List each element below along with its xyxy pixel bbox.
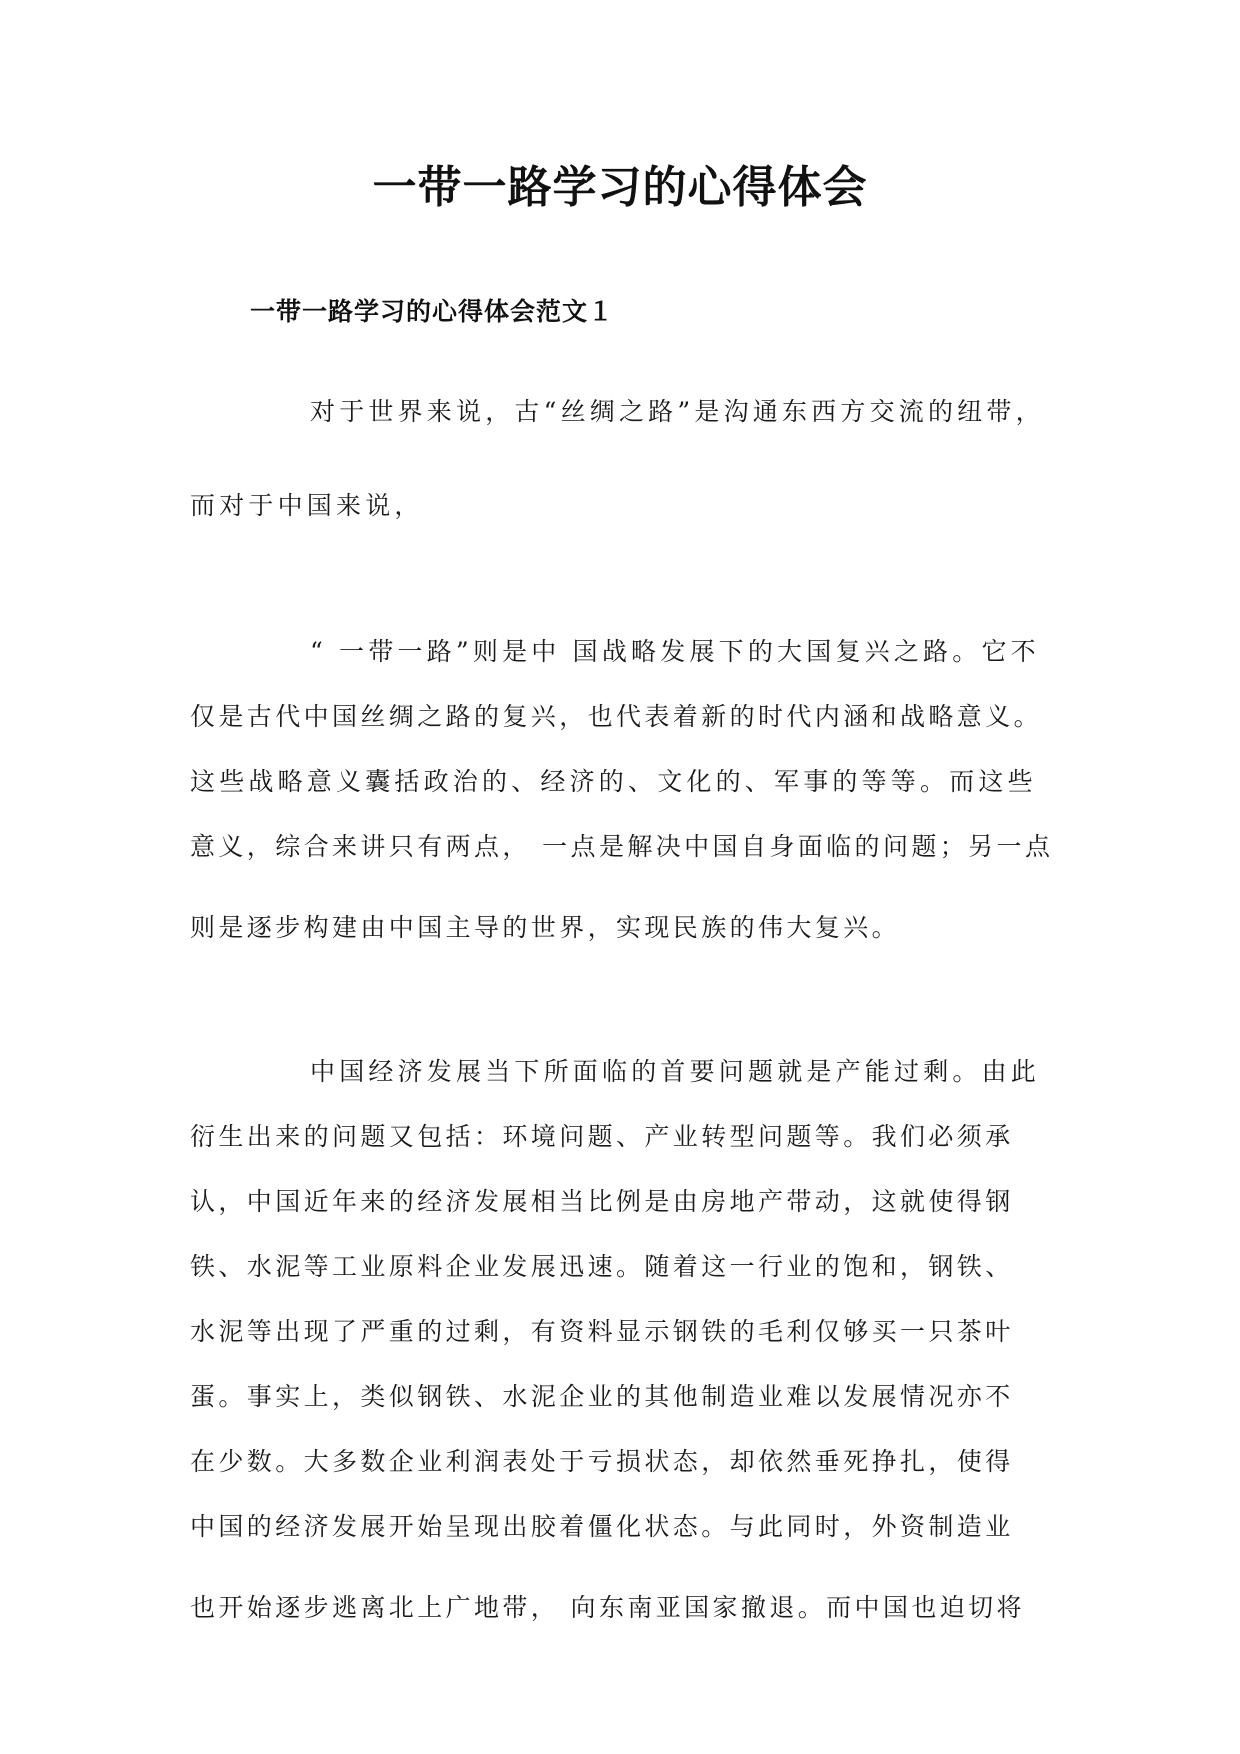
section-heading: 一带一路学习的心得体会范文１	[250, 297, 615, 326]
paragraph-line: 铁、水泥等工业原料企业发展迅速。随着这一行业的饱和，钢铁、	[190, 1252, 1014, 1281]
paragraph-line: 衍生出来的问题又包括：环境问题、产业转型问题等。我们必须承	[190, 1122, 1014, 1151]
paragraph-line: “ 一带一路”则是中 国战略发展下的大国复兴之路。它不	[310, 637, 1040, 666]
paragraph-line: 也开始逐步逃离北上广地带， 向东南亚国家撤退。而中国也迫切将	[190, 1593, 1025, 1622]
paragraph-line: 在少数。大多数企业利润表处于亏损状态，却依然垂死挣扎，使得	[190, 1447, 1014, 1476]
paragraph-line: 蛋。事实上，类似钢铁、水泥企业的其他制造业难以发展情况亦不	[190, 1382, 1014, 1411]
paragraph-line: 对于世界来说，古“丝绸之路”是沟通东西方交流的纽带，	[310, 397, 1045, 426]
paragraph-line: 水泥等出现了严重的过剩，有资料显示钢铁的毛利仅够买一只茶叶	[190, 1317, 1014, 1346]
paragraph-line: 而对于中国来说，	[190, 491, 424, 520]
page-title: 一带一路学习的心得体会	[372, 162, 868, 213]
paragraph-line: 这些战略意义囊括政治的、经济的、文化的、军事的等等。而这些	[190, 767, 1037, 796]
paragraph-line: 中国的经济发展开始呈现出胶着僵化状态。与此同时，外资制造业	[190, 1512, 1014, 1541]
paragraph-line: 仅是古代中国丝绸之路的复兴，也代表着新的时代内涵和战略意义。	[190, 702, 1043, 731]
paragraph-line: 则是逐步构建由中国主导的世界，实现民族的伟大复兴。	[190, 913, 901, 942]
paragraph-line: 意义，综合来讲只有两点， 一点是解决中国自身面临的问题；另一点	[190, 832, 1054, 861]
paragraph-line: 认，中国近年来的经济发展相当比例是由房地产带动，这就使得钢	[190, 1187, 1014, 1216]
paragraph-line: 中国经济发展当下所面临的首要问题就是产能过剩。由此	[310, 1057, 1041, 1086]
